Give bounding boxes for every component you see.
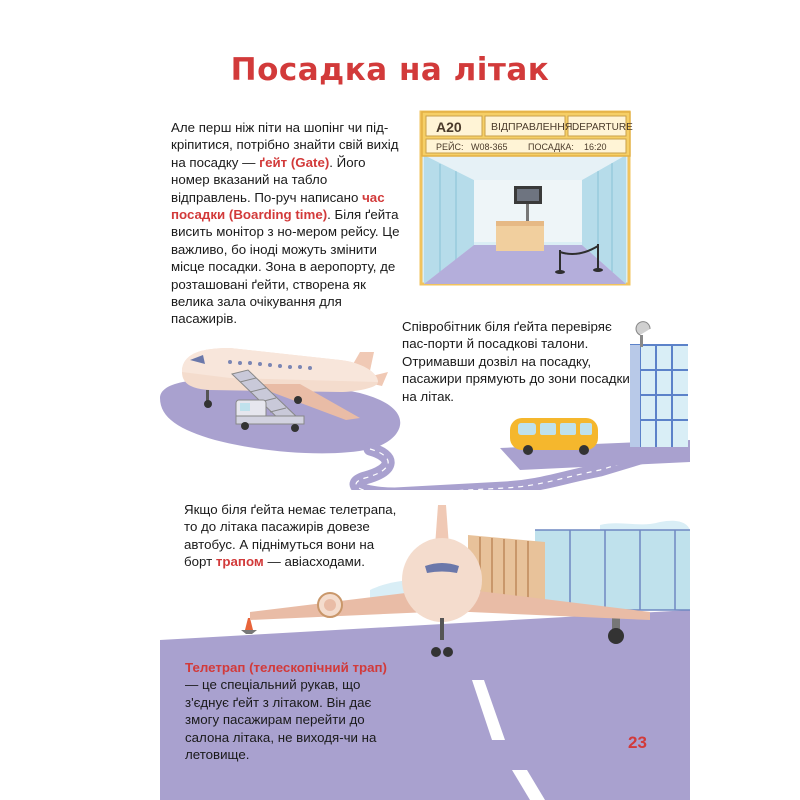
page-title: Посадка на літак [230, 52, 550, 88]
board-boarding-label: ПОСАДКА: [528, 142, 574, 152]
text-segment: Але перш ніж піти на шопінг чи під-кріпитися, потрібно знайти свій вихід на посадку — [171, 120, 399, 170]
bus [510, 418, 598, 455]
board-flight-label: РЕЙС: [436, 142, 464, 152]
term-jetbridge: Телетрап (телескопічний трап) [185, 660, 387, 675]
paragraph-jetbridge [185, 659, 397, 763]
board-gate: A20 [436, 119, 462, 135]
board-label-ua: ВІДПРАВЛЕННЯ [491, 121, 573, 133]
paragraph-passport-check: Співробітник біля ґейта перевіряє пас-порти й посадкові талони. Отримавши дозвіл на посадку, пасажири прямують до зони посадки на літак. [402, 319, 630, 404]
term-gate: ґейт (Gate) [259, 154, 330, 170]
text-segment: . Його номер вказаний на табло відправлень. По-руч написано [171, 154, 366, 205]
text-segment: . Біля ґейта висить монітор з но-мером рейсу. Це важливо, бо іноді можуть змінити місце посадки. Зона в аеропорту, де розташовані ґейти, створена як велика зала очікування для пасажирів. [171, 207, 400, 327]
text-segment: — авіасходами. [263, 554, 365, 570]
text-segment: — це спеціальний рукав, що з'єднує ґейт з літаком. Він дає змогу пасажирам перейти до салона літака, не виходя-чи на летовище. [185, 677, 377, 763]
paragraph-gate [171, 119, 407, 328]
term-boarding-time: час посадки (Boarding time) [171, 189, 385, 223]
text-segment: Якщо біля ґейта немає телетрапа, то до літака пасажирів довезе автобус. А піднімуться вони на борт [184, 502, 397, 570]
board-flight-number: W08-365 [471, 142, 508, 152]
term-stairs: трапом [215, 554, 264, 570]
paragraph-bus [184, 501, 404, 571]
departure-board [422, 112, 633, 156]
board-boarding-time: 16:20 [584, 142, 607, 152]
page-number: 23 [628, 733, 647, 752]
board-label-en: DEPARTURE [572, 122, 633, 133]
